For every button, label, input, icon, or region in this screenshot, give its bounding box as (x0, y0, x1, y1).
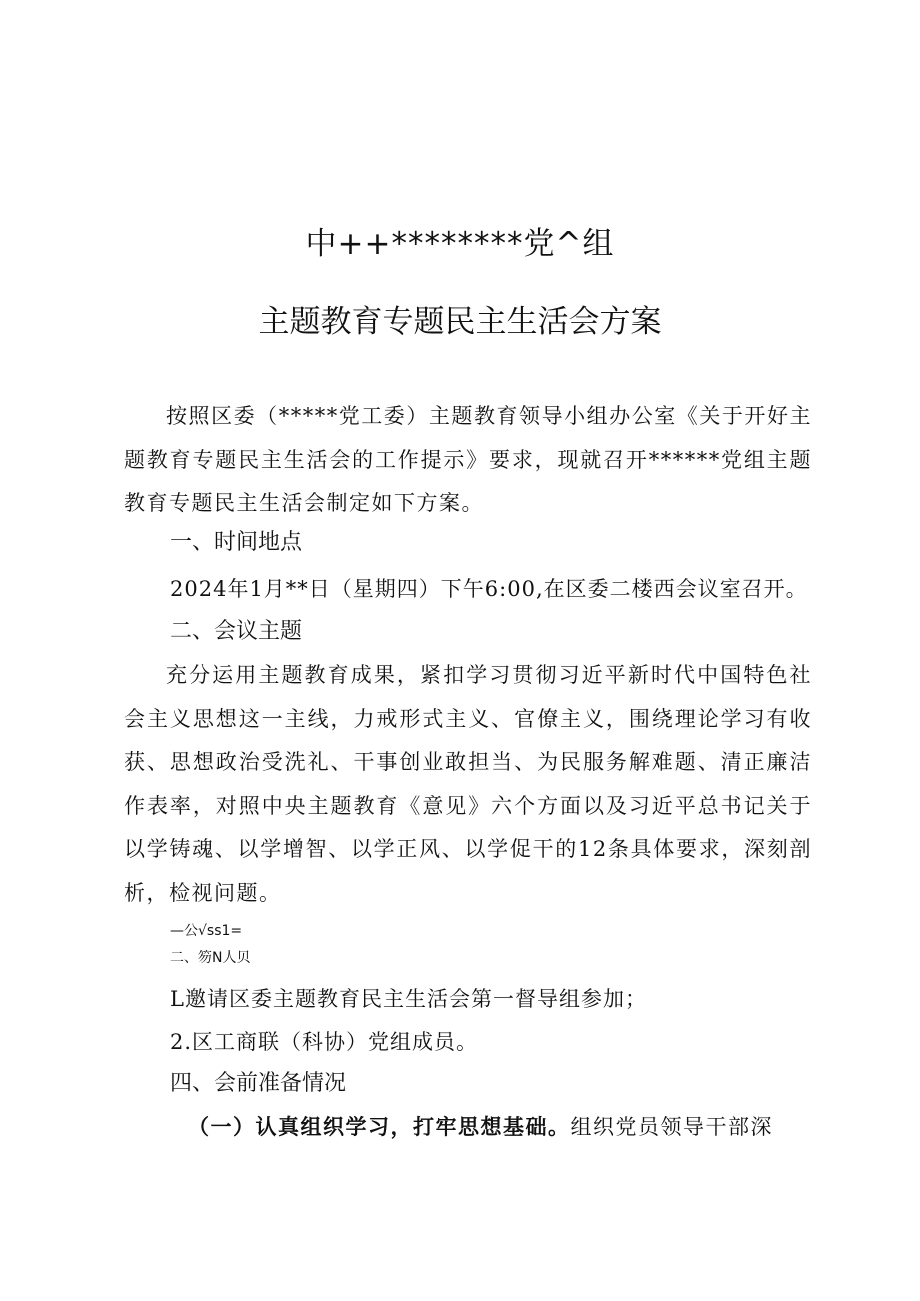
garbled-heading: —公√ss1= (170, 923, 243, 939)
subsection1 (188, 1112, 773, 1142)
intro-paragraph: 按照区委（*****党工委）主题教育领导小组办公室《关于开好主题教育专题民主生活会的工作提示》要求，现就召开******党组主题教育专题民主生活会制定如下方案。 (124, 404, 812, 515)
document-title-line2: 主题教育专题民主生活会方案 (258, 304, 662, 340)
section3-heading: 二、笏N人贝 (170, 950, 251, 966)
section1-text: 2024年1月**日（星期四）下午6:00,在区委二楼西会议室召开。 (170, 577, 808, 601)
attendee-item-1: L邀请区委主题教育民主生活会第一督导组参加； (170, 987, 647, 1011)
section4-heading: 四、会前准备情况 (170, 1071, 347, 1096)
section2-paragraph: 充分运用主题教育成果，紧扣学习贯彻习近平新时代中国特色社会主义思想这一主线，力戒形式主义、官僚主义，围绕理论学习有收获、思想政治受洗礼、干事创业敢担当、为民服务解难题、清正廉洁作表率，对照中央主题教育《意见》六个方面以及习近平总书记关于以学铸魂、以学增智、以学正风、以学促干的12条具体要求，深刻剖析，检视问题。 (124, 663, 812, 905)
section1-heading: 一、时间地点 (170, 530, 303, 555)
section2-heading: 二、会议主题 (170, 619, 303, 644)
attendee-item-2: 2.区工商联（科协）党组成员。 (170, 1030, 479, 1054)
subsection1-title: （一）认真组织学习，打牢思想基础。 (188, 1114, 571, 1139)
subsection1-text: 组织党员领导干部深 (570, 1115, 773, 1139)
document-title-line1: 中++********党^组 (305, 226, 615, 262)
